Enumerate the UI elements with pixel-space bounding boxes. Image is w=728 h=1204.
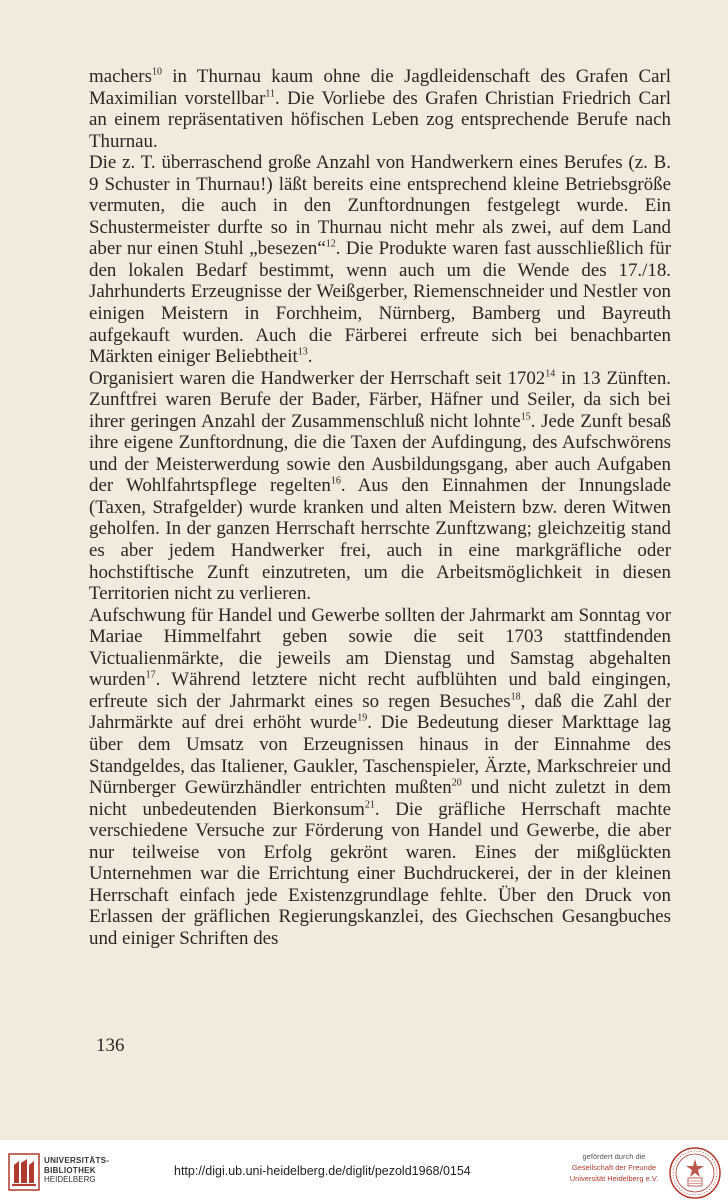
paragraph-text: in Thurnau kaum ohne die Jagdleidenschaft des Grafen Carl Maximilian vorstellbar	[89, 66, 671, 109]
university-library-logo-icon	[8, 1153, 40, 1191]
paragraph-text: Aufschwung für Handel und Gewerbe sollten der Jahrmarkt am Sonntag vor Mariae Himmelfahrt geben sowie die seit 1703 stattfindenden Victualienmärkte, die jeweils am Dienstag und Samstag abgehalten wurden	[89, 604, 671, 691]
footnote-marker: 18	[510, 691, 521, 703]
paragraph-text: machers	[89, 66, 152, 87]
sponsor-block	[568, 1151, 660, 1184]
footnote-marker: 16	[330, 476, 341, 488]
sponsor-line-2: Universität Heidelberg e.V.	[569, 1174, 659, 1183]
sponsor-line-1: Gesellschaft der Freunde	[571, 1163, 657, 1172]
library-city: HEIDELBERG	[44, 1175, 96, 1184]
library-name-line-2: BIBLIOTHEK	[44, 1165, 96, 1175]
paragraph-text: , daß die Zahl der Jahrmärkte auf drei erhöht wurde	[89, 690, 671, 734]
paragraph-text: in 13 Zünften. Zunftfrei waren Berufe der Bader, Färber, Häfner und Seiler, da sich bei ihrer geringen Anzahl der Zusammenschluß nicht lohnte	[89, 367, 671, 432]
paragraph	[89, 368, 671, 605]
paragraph	[89, 152, 671, 367]
page-number: 136	[96, 1035, 125, 1056]
footer-bar	[0, 1140, 728, 1204]
footnote-marker: 21	[364, 799, 375, 811]
paragraph-text: .	[307, 346, 313, 368]
university-seal-icon	[668, 1146, 722, 1200]
paragraph	[89, 605, 671, 950]
footnote-marker: 17	[145, 670, 156, 682]
paragraph-text: und nicht zuletzt in dem nicht unbedeutenden Bierkonsum	[89, 777, 671, 820]
paragraph-text: Die z. T. überraschend große Anzahl von Handwerkern eines Berufes (z. B. 9 Schuster in Thurnau!) läßt bereits eine entsprechend kleine Betriebsgröße vermuten, die auch in den Zunftordnungen festgelegt wurde. Ein Schustermeister durfte so in Thurnau nicht mehr als zwei, auf dem Land aber nur einen Stuhl „besezen“	[89, 152, 671, 260]
footnote-marker: 10	[151, 66, 162, 78]
footnote-marker: 13	[297, 346, 308, 358]
footnote-marker: 20	[451, 777, 462, 789]
library-name	[44, 1156, 109, 1185]
paragraph-text: Organisiert waren die Handwerker der Herrschaft seit 1702	[89, 367, 546, 389]
body-text	[89, 66, 671, 949]
paragraph-text: . Die Produkte waren fast ausschließlich für den lokalen Bedarf bestimmt, wenn auch um die Wende des 17./18. Jahrhunderts Erzeugnisse der Weißgerber, Riemenschneider und Nestler von einigen Meistern in Forchheim, Nürnberg, Bamberg und Bayreuth aufgekauft wurden. Auch die Färberei erfreute sich bei benachbarten Märkten einiger Beliebtheit	[89, 238, 671, 368]
paragraph-text: . Die Vorliebe des Grafen Christian Friedrich Carl an einem repräsentativen höfischen Leben zog entsprechende Berufe nach Thurnau.	[89, 87, 671, 152]
footnote-marker: 19	[357, 713, 368, 725]
paragraph-text: . Die gräfliche Herrschaft machte verschiedene Versuche zur Förderung von Handel und Gewerbe, die aber nur teilweise von Erfolg gekrönt waren. Eines der mißglückten Unternehmen war die Errichtung einer Buchdruckerei, der in der kleinen Herrschaft einfach jede Existenzgrundlage fehlte. Über den Druck von Erlassen der gräflichen Regierungskanzlei, des Giechschen Gesangbuches und einiger Schriften des	[89, 798, 671, 949]
paragraph-text: . Aus den Einnahmen der Innungslade (Taxen, Strafgelder) wurde kranken und alten Meistern bzw. deren Witwen geholfen. In der ganzen Herrschaft herrschte Zunftzwang; gleichzeitig stand es aber jedem Handwerker frei, auch in eine markgräfliche oder hochstiftische Zunft einzutreten, um die Arbeitsmöglichkeit in diesen Territorien nicht zu verlieren.	[89, 475, 671, 605]
paragraph	[89, 66, 671, 152]
footnote-marker: 11	[265, 88, 275, 100]
sponsor-intro: gefördert durch die	[582, 1152, 646, 1161]
footnote-marker: 14	[545, 368, 556, 380]
footnote-marker: 15	[520, 411, 531, 423]
paragraph-text: . Die Bedeutung dieser Markttage lag über dem Umsatz von Erzeugnissen hinaus in der Einnahme des Standgeldes, das Italiener, Gaukler, Taschenspieler, Ärzte, Markschreier und Nürnberger Gewürzhändler entrichten mußten	[89, 712, 671, 799]
library-name-line-1: UNIVERSITÄTS-	[44, 1156, 110, 1165]
paragraph-text: . Jede Zunft besaß ihre eigene Zunftordnung, die die Taxen der Aufdingung, des Aufschwörens und der Meisterwerdung sowie den Ausbildungsgang, aber auch Aufgaben der Wohlfahrtspflege regelten	[89, 410, 672, 497]
footnote-marker: 12	[325, 239, 336, 251]
permalink-url[interactable]: http://digi.ub.uni-heidelberg.de/diglit/pezold1968/0154	[174, 1164, 471, 1178]
paragraph-text: . Während letztere nicht recht aufblühten und bald eingingen, erfreute sich der Jahrmarkt eines so regen Besuches	[89, 669, 671, 712]
